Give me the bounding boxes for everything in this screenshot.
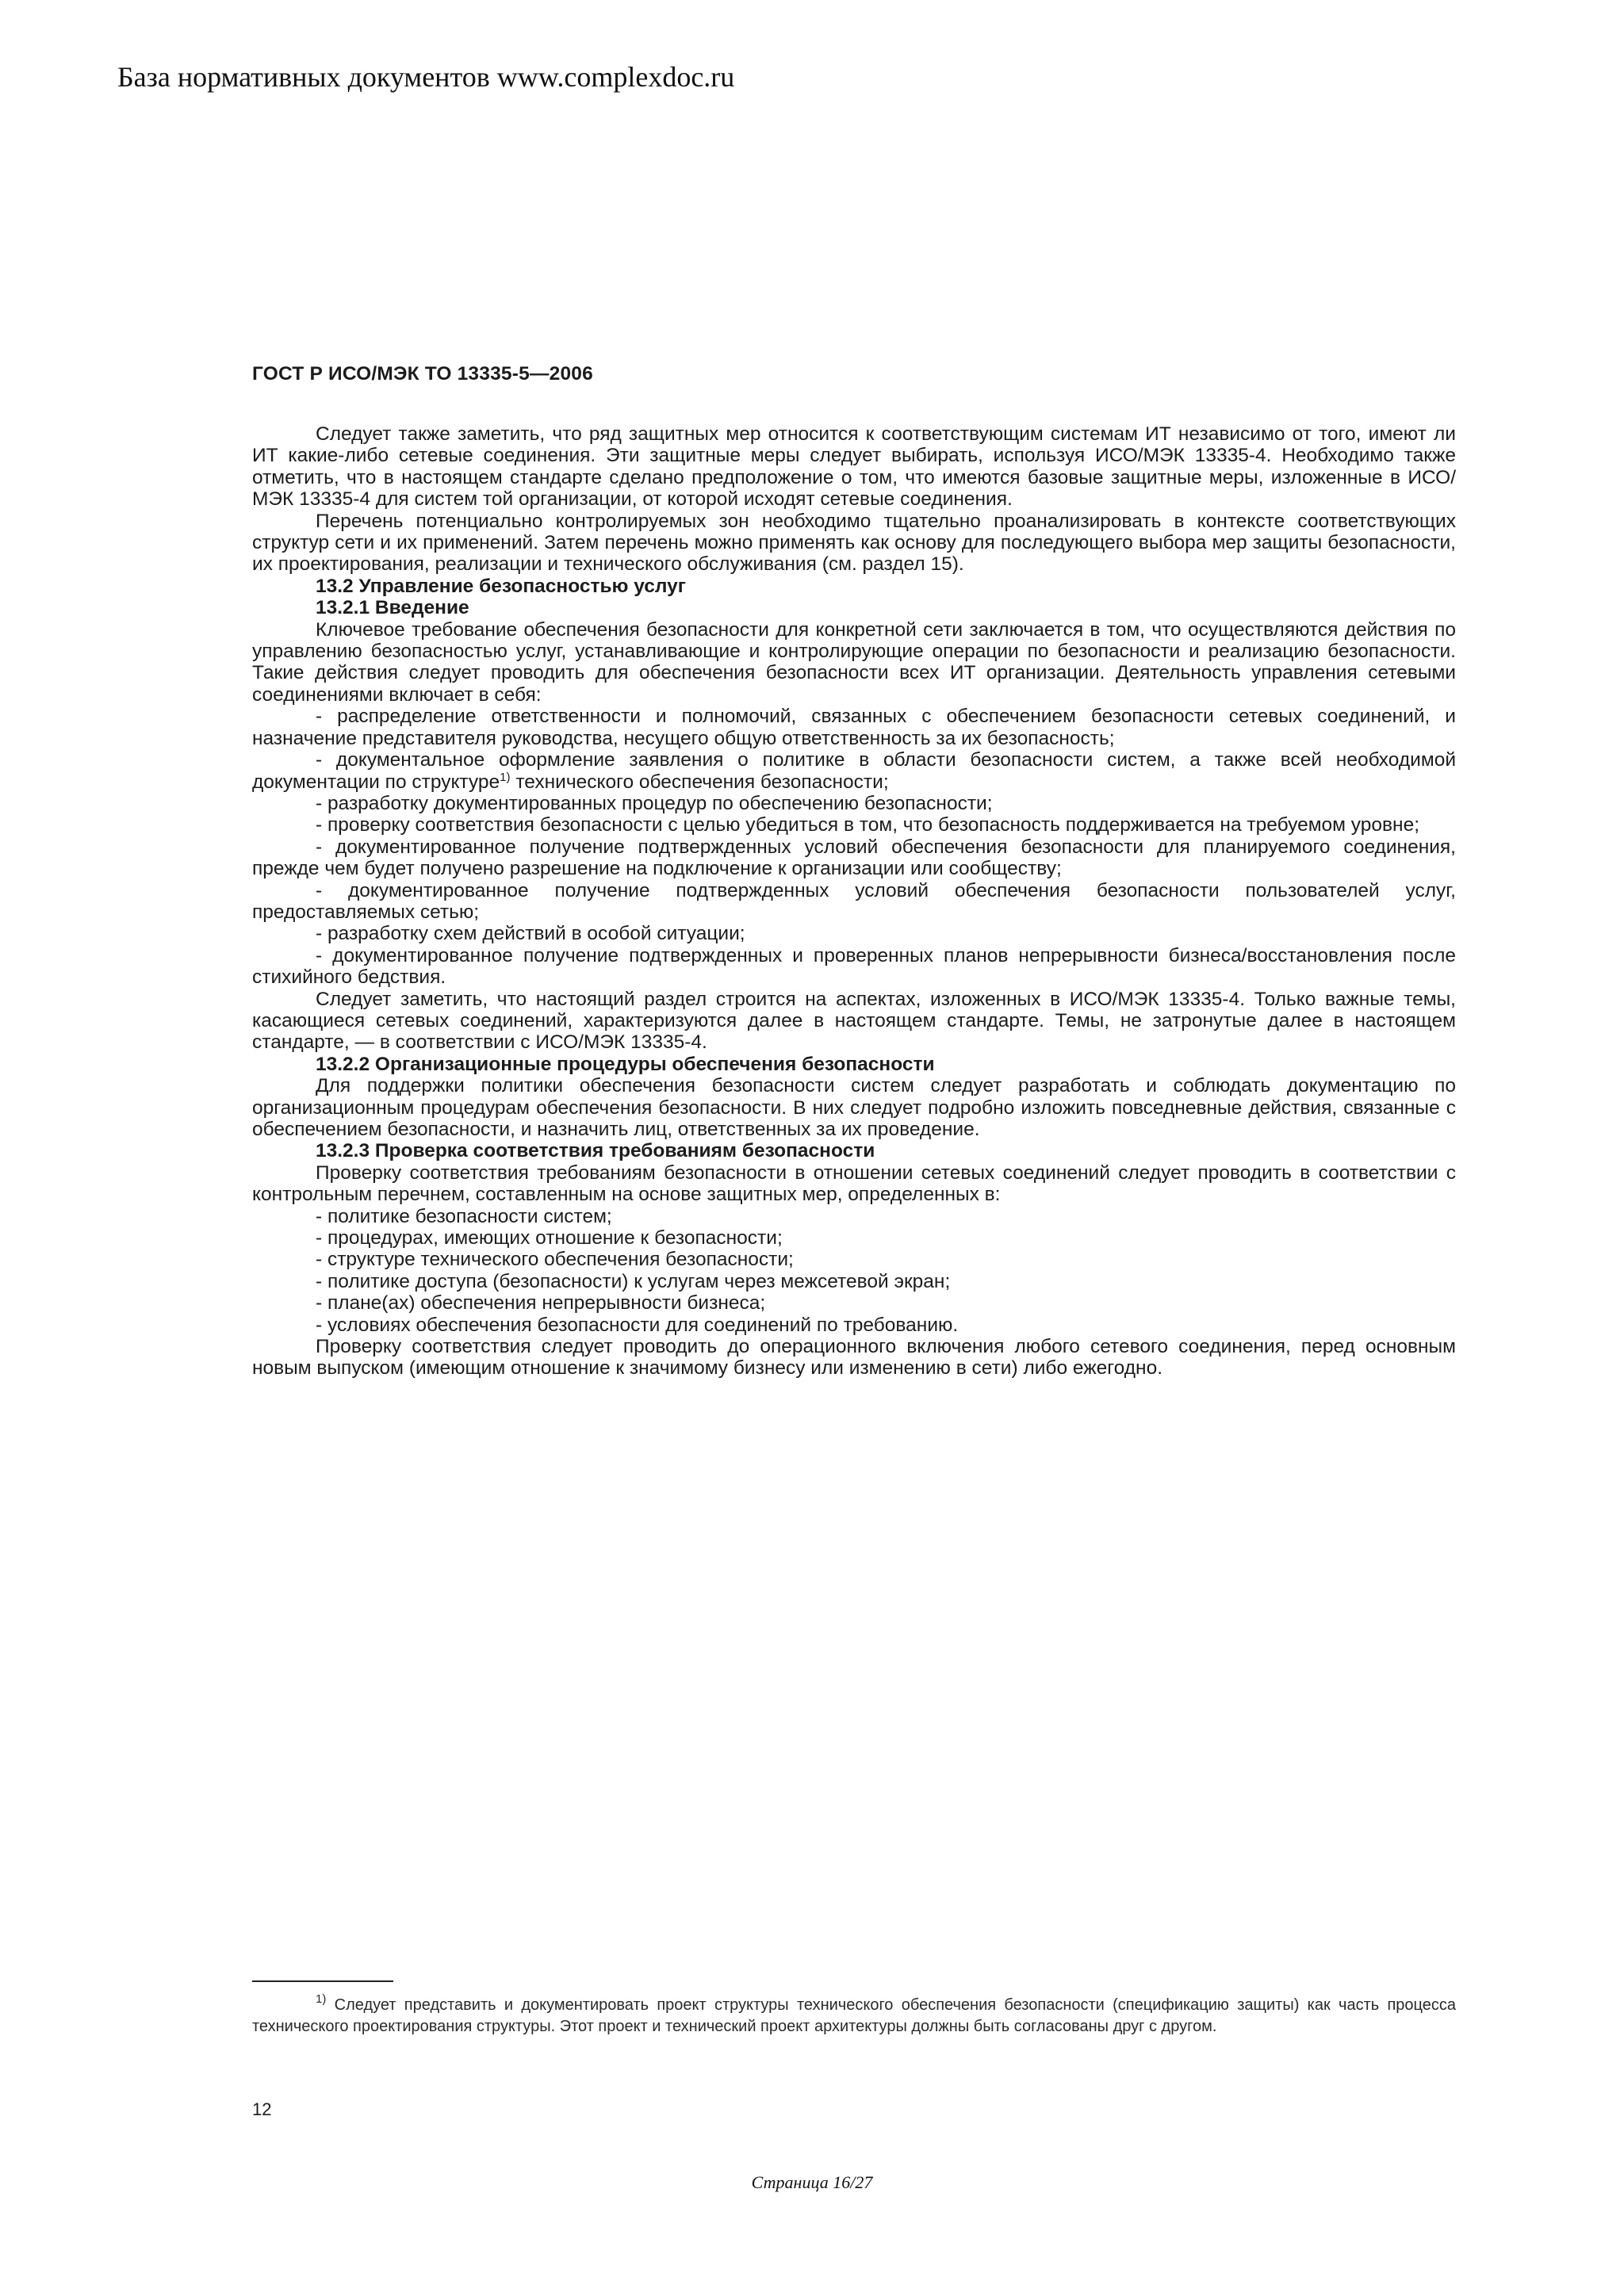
paragraph-13-2-3: Проверку соответствия требованиям безопасности в отношении сетевых соединений следует проводить в соответствии с контрольным перечнем, составленным на основе защитных мер, определенных в: [252,1161,1456,1206]
footnote-divider [252,1980,393,1982]
footnote-text: Следует представить и документировать проект структуры технического обеспечения безопасности (спецификацию защиты) как часть процесса технического проектирования структуры. Этот проект и технический проект архитектуры должны быть согласованы друг с другом. [252,1996,1456,2035]
list-item: - политике безопасности систем; [316,1205,612,1227]
paragraph-13-2-1-note: Следует заметить, что настоящий раздел строится на аспектах, изложенных в ИСО/МЭК 13335-4. Только важные темы, касающиеся сетевых соединений, характеризуются далее в настоящем стандарте. Темы, не затронутые далее в настоящем стандарте, — в соответствии с ИСО/МЭК 13335-4. [252,988,1456,1054]
list-item: - процедурах, имеющих отношение к безопасности; [316,1227,783,1249]
site-watermark: База нормативных документов www.complexdoc.ru [117,61,735,93]
page-counter: Страница 16/27 [751,2172,873,2192]
page-number: 12 [252,2099,272,2119]
footnote [252,1992,1456,2038]
paragraph-13-2-1: Ключевое требование обеспечения безопасности для конкретной сети заключается в том, что осуществляются действия по управлению безопасностью услуг, устанавливающие и контролирующие операции по безопасности и реализацию безопасности. Такие действия следует проводить для обеспечения безопасности всех ИТ организации. Деятельность управления сетевыми соединениями включает в себя: [252,618,1456,706]
list-item: - плане(ах) обеспечения непрерывности бизнеса; [316,1292,766,1314]
list-item: - разработку схем действий в особой ситуации; [316,923,745,945]
list-item: - документированное получение подтвержденных условий обеспечения безопасности пользователей услуг, предоставляемых сетью; [252,879,1456,923]
list-item: - проверку соответствия безопасности с целью убедиться в том, что безопасность поддерживается на требуемом уровне; [316,814,1420,836]
footnote-reference: 1) [500,770,511,784]
footnote-marker: 1) [316,1992,327,2006]
section-heading-13-2-1: 13.2.1 Введение [316,597,469,619]
list-item-text: - документальное оформление заявления о политике в области безопасности систем, а также всей необходимой документации по структуре [252,749,1456,793]
section-heading-13-2-3: 13.2.3 Проверка соответствия требованиям безопасности [316,1140,875,1162]
document-body [252,423,1456,1380]
paragraph-intro-1: Следует также заметить, что ряд защитных мер относится к соответствующим системам ИТ независимо от того, имеют ли ИТ какие-либо сетевые соединения. Эти защитные меры следует выбирать, используя ИСО/МЭК 13335-4. Необходимо также отметить, что в настоящем стандарте сделано предположение о том, что имеются базовые защитные меры, изложенные в ИСО/МЭК 13335-4 для систем той организации, от которой исходят сетевые соединения. [252,423,1456,511]
list-item: - политике доступа (безопасности) к услугам через межсетевой экран; [316,1270,951,1292]
paragraph-13-2-3-closing: Проверку соответствия следует проводить до операционного включения любого сетевого соединения, перед основным новым выпуском (имеющим отношение к значимому бизнесу или изменению в сети) либо ежегодно. [252,1336,1456,1380]
document-code-header: ГОСТ Р ИСО/МЭК ТО 13335-5—2006 [252,363,593,385]
list-item: - документированное получение подтвержденных и проверенных планов непрерывности бизнеса/восстановления после стихийного бедствия. [252,944,1456,989]
paragraph-intro-2: Перечень потенциально контролируемых зон необходимо тщательно проанализировать в контексте соответствующих структур сети и их применений. Затем перечень можно применять как основу для последующего выбора мер защиты безопасности, их проектирования, реализации и технического обслуживания (см. раздел 15). [252,510,1456,576]
paragraph-13-2-2: Для поддержки политики обеспечения безопасности систем следует разработать и соблюдать документацию по организационным процедурам обеспечения безопасности. В них следует подробно изложить повседневные действия, связанные с обеспечением безопасности, и назначить лиц, ответственных за их проведение. [252,1075,1456,1140]
list-item: - документированное получение подтвержденных условий обеспечения безопасности для планируемого соединения, прежде чем будет получено разрешение на подключение к организации или сообществу; [252,836,1456,880]
section-heading-13-2: 13.2 Управление безопасностью услуг [316,575,686,597]
list-item: - структуре технического обеспечения безопасности; [316,1249,794,1271]
list-item: - условиях обеспечения безопасности для соединений по требованию. [316,1314,959,1336]
list-item [252,749,1456,793]
list-item: - разработку документированных процедур по обеспечению безопасности; [316,792,993,814]
list-item-text-end: технического обеспечения безопасности; [510,771,889,793]
list-item: - распределение ответственности и полномочий, связанных с обеспечением безопасности сетевых соединений, и назначение представителя руководства, несущего общую ответственность за их безопасность; [252,706,1456,749]
section-heading-13-2-2: 13.2.2 Организационные процедуры обеспечения безопасности [316,1053,935,1075]
